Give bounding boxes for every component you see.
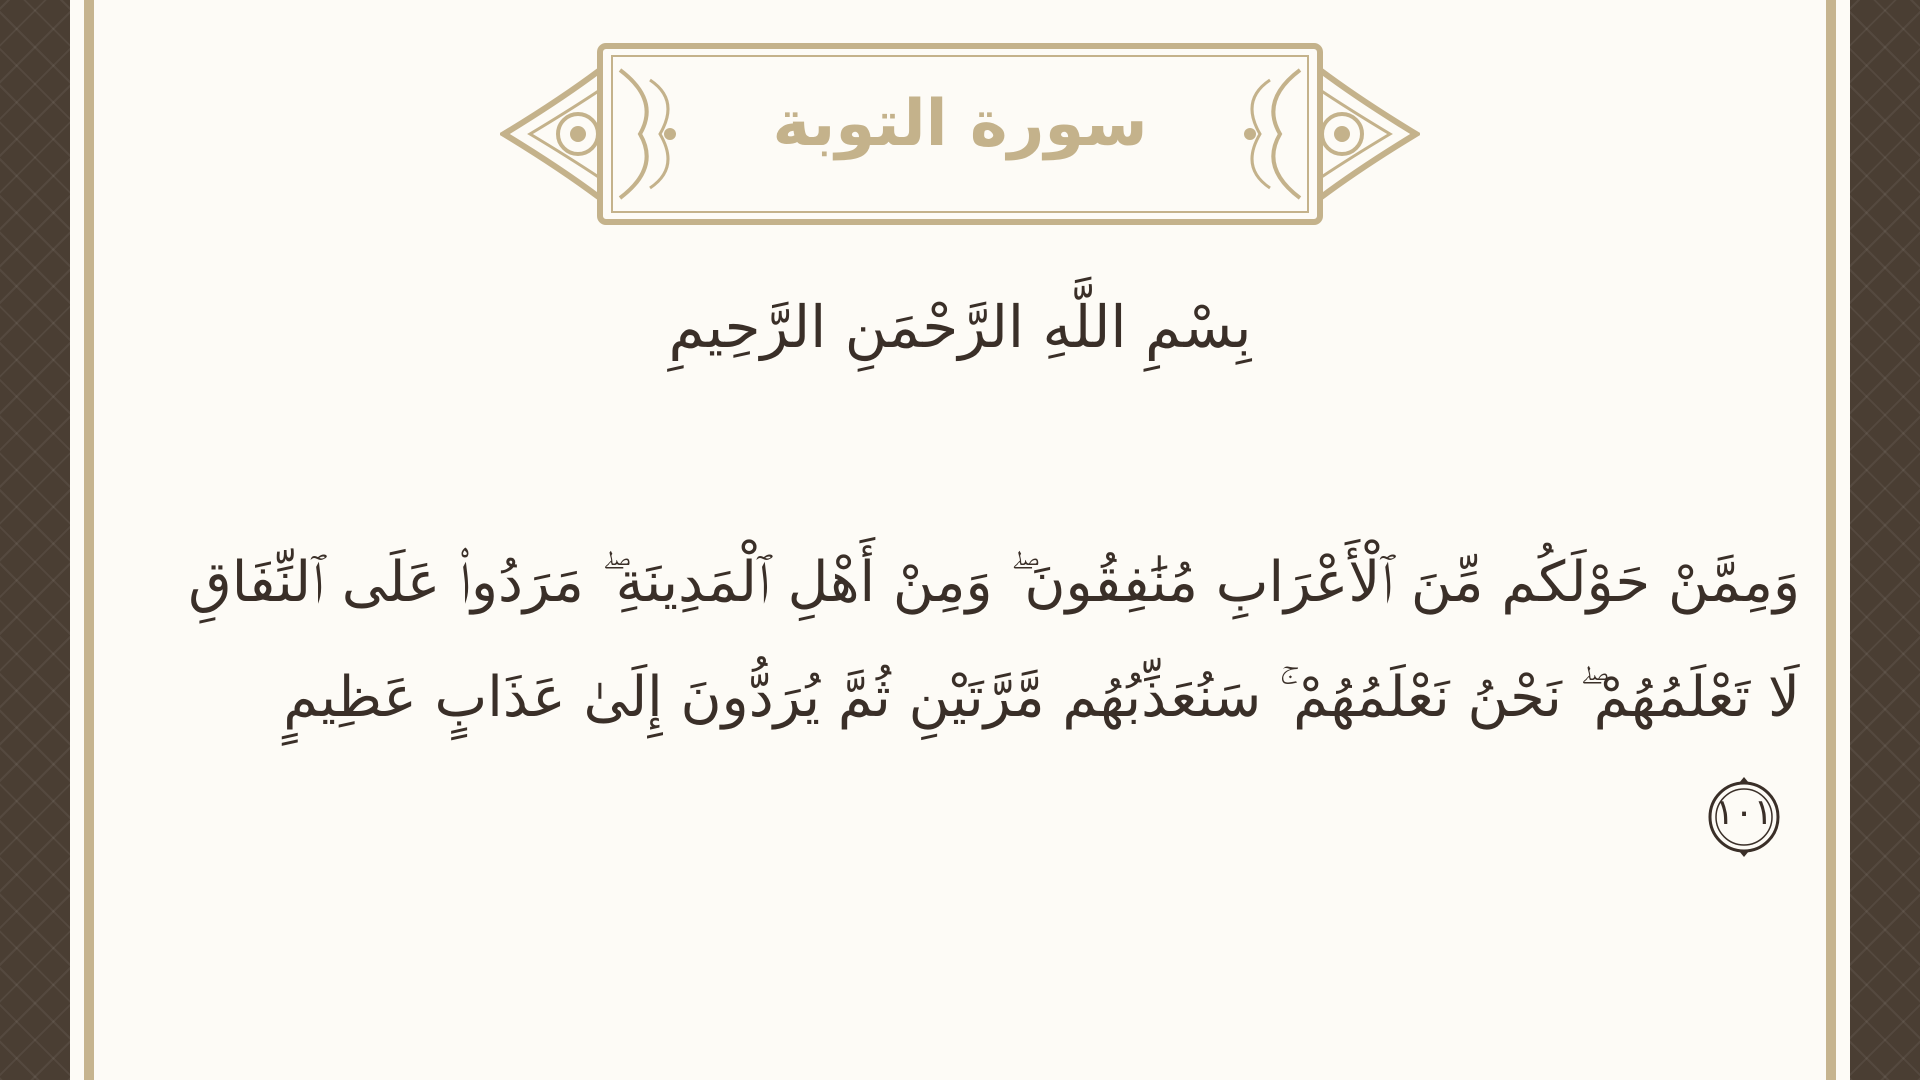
left-ornamental-border	[0, 0, 70, 1080]
ayah-number: ١٠١	[1714, 791, 1773, 833]
right-border-gap	[1836, 0, 1850, 1080]
right-frame-line	[1826, 0, 1836, 1080]
right-ornamental-border	[1850, 0, 1920, 1080]
surah-title: سورة التوبة	[772, 87, 1148, 161]
left-border-gap	[70, 0, 84, 1080]
basmala: بِسْمِ اللَّهِ الرَّحْمَنِ الرَّحِيمِ	[668, 293, 1252, 361]
verse-block	[170, 525, 1800, 870]
ayah-number-marker	[1702, 775, 1786, 859]
verse-text: وَمِمَّنْ حَوْلَكُم مِّنَ ٱلْأَعْرَابِ مُنَٰفِقُونَ ۖ وَمِنْ أَهْلِ ٱلْمَدِينَةِ ۖ مَرَدُوا۟ عَلَى ٱلنِّفَاقِ لَا تَعْلَمُهُمْ ۖ نَحْنُ نَعْلَمُهُمْ ۚ سَنُعَذِّبُهُم مَّرَّتَيْنِ ثُمَّ يُرَدُّونَ إِلَىٰ عَذَابٍ عَظِيمٍ	[188, 550, 1800, 730]
left-frame-line	[84, 0, 94, 1080]
surah-header-banner	[500, 40, 1420, 228]
